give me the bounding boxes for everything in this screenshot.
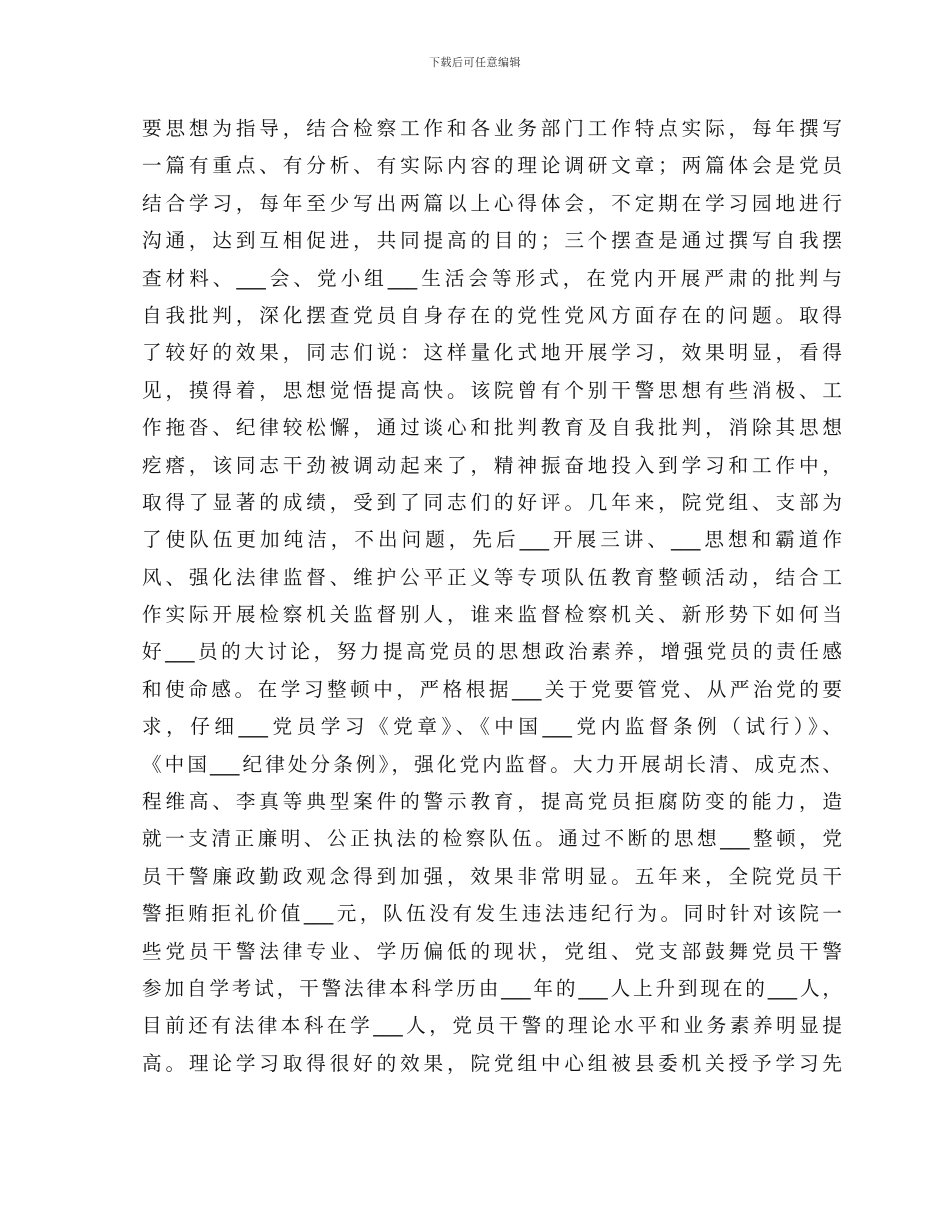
text-line: 高。理论学习取得很好的效果，院党组中心组被县委机关授予学习先 bbox=[142, 1051, 842, 1075]
text-line: 查材料、___会、党小组___生活会等形式，在党内开展严肃的批判与 bbox=[142, 266, 842, 290]
text-line: 取得了显著的成绩，受到了同志们的好评。几年来，院党组、支部为 bbox=[142, 490, 842, 514]
text-line: 和使命感。在学习整顿中，严格根据___关于党要管党、从严治党的要 bbox=[142, 677, 842, 701]
text-line: 《中国___纪律处分条例》，强化党内监督。大力开展胡长清、成克杰、 bbox=[142, 752, 842, 776]
text-line: 作拖沓、纪律较松懈，通过谈心和批判教育及自我批判，消除其思想 bbox=[142, 416, 842, 440]
text-line: 就一支清正廉明、公正执法的检察队伍。通过不断的思想___整顿，党 bbox=[142, 827, 842, 851]
text-line: 警拒贿拒礼价值___元，队伍没有发生违法违纪行为。同时针对该院一 bbox=[142, 902, 842, 926]
text-line: 求，仔细___党员学习《党章》、《中国___党内监督条例（试行）》、 bbox=[142, 715, 842, 739]
text-line: 要思想为指导，结合检察工作和各业务部门工作特点实际，每年撰写 bbox=[142, 117, 842, 140]
text-line: 见，摸得着，思想觉悟提高快。该院曾有个别干警思想有些消极、工 bbox=[142, 378, 842, 402]
text-line: 好___员的大讨论，努力提高党员的思想政治素养，增强党员的责任感 bbox=[142, 640, 842, 664]
text-line: 了较好的效果，同志们说：这样量化式地开展学习，效果明显，看得 bbox=[142, 341, 842, 365]
text-line: 结合学习，每年至少写出两篇以上心得体会，不定期在学习园地进行 bbox=[142, 191, 842, 215]
text-line: 目前还有法律本科在学___人，党员干警的理论水平和业务素养明显提 bbox=[142, 1014, 842, 1038]
text-line: 些党员干警法律专业、学历偏低的现状，党组、党支部鼓舞党员干警 bbox=[142, 939, 842, 963]
text-line: 风、强化法律监督、维护公平正义等专项队伍教育整顿活动，结合工 bbox=[142, 565, 842, 589]
page-header-note: 下载后可任意编辑 bbox=[429, 56, 521, 69]
text-line: 作实际开展检察机关监督别人，谁来监督检察机关、新形势下如何当 bbox=[142, 603, 842, 627]
text-line: 疙瘩，该同志干劲被调动起来了，精神振奋地投入到学习和工作中， bbox=[142, 453, 842, 477]
text-line: 沟通，达到互相促进，共同提高的目的；三个摆查是通过撰写自我摆 bbox=[142, 229, 842, 253]
text-line: 一篇有重点、有分析、有实际内容的理论调研文章；两篇体会是党员 bbox=[142, 154, 842, 178]
text-line: 程维高、李真等典型案件的警示教育，提高党员拒腐防变的能力，造 bbox=[142, 790, 842, 814]
document-body bbox=[142, 110, 842, 1082]
text-line: 了使队伍更加纯洁，不出问题，先后___开展三讲、___思想和霸道作 bbox=[142, 528, 842, 552]
text-line: 参加自学考试，干警法律本科学历由___年的___人上升到现在的___人， bbox=[142, 976, 842, 1000]
text-line: 自我批判，深化摆查党员自身存在的党性党风方面存在的问题。取得 bbox=[142, 303, 842, 327]
text-line: 员干警廉政勤政观念得到加强，效果非常明显。五年来，全院党员干 bbox=[142, 864, 842, 888]
